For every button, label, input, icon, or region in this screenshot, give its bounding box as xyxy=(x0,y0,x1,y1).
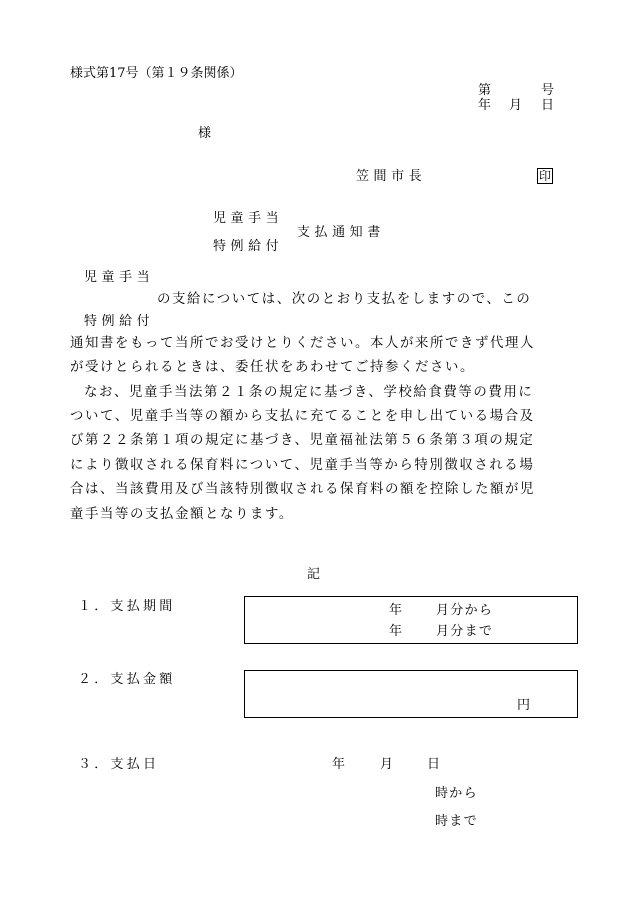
issuer-name: 笠間市長 xyxy=(356,169,427,184)
intro-line-3: が受けとられるときは、委任状をあわせてご持参ください。 xyxy=(70,360,475,375)
title-option-child-allowance: 児童手当 xyxy=(213,211,284,226)
payday-time-from: 時から xyxy=(435,786,478,801)
payday-label: ３．支払日 xyxy=(78,757,160,772)
number-prefix: 第 xyxy=(478,83,492,98)
period-label: １．支払期間 xyxy=(78,599,176,614)
payday-day: 日 xyxy=(427,757,441,772)
document-title: 支払通知書 xyxy=(297,225,385,240)
form-id: 様式第17号（第１９条関係） xyxy=(70,66,243,81)
note-line-4: により徴収される保育料について、児童手当等から特別徴収される場 xyxy=(70,458,535,473)
note-line-6: 童手当等の支払金額となります。 xyxy=(70,507,294,522)
note-line-3: び第２２条第１項の規定に基づき、児童福祉法第５６条第３項の規定 xyxy=(70,433,535,448)
intro-option-child-allowance: 児童手当 xyxy=(84,270,155,285)
intro-option-special-benefit: 特例給付 xyxy=(84,314,155,329)
date-month: 月 xyxy=(509,98,523,113)
note-line-1: なお、児童手当法第２１条の規定に基づき、学校給食費等の費用に xyxy=(84,385,534,400)
payday-time-to: 時まで xyxy=(435,814,478,829)
payday-month: 月 xyxy=(380,757,394,772)
period-month-to: 月分まで xyxy=(436,624,494,639)
period-year-from: 年 xyxy=(389,603,403,618)
intro-line-2: 通知書をもって当所でお受けとりください。本人が来所できず代理人 xyxy=(70,336,535,351)
intro-line-1: の支給については、次のとおり支払をしますので、この xyxy=(157,292,532,307)
amount-yen: 円 xyxy=(517,698,531,713)
date-day: 日 xyxy=(541,98,555,113)
amount-label: ２．支払金額 xyxy=(78,672,176,687)
period-month-from: 月分から xyxy=(436,603,494,618)
payday-year: 年 xyxy=(332,757,346,772)
ki-heading: 記 xyxy=(307,567,321,582)
title-option-special-benefit: 特例給付 xyxy=(213,239,284,254)
seal-stamp-box: 印 xyxy=(539,169,552,183)
addressee-suffix: 様 xyxy=(198,126,212,141)
period-year-to: 年 xyxy=(389,624,403,639)
number-suffix: 号 xyxy=(541,83,555,98)
date-year: 年 xyxy=(478,98,492,113)
note-line-2: ついて、児童手当等の額から支払に充てることを申し出ている場合及 xyxy=(70,409,535,424)
note-line-5: 合は、当該費用及び当該特別徴収される保育料の額を控除した額が児 xyxy=(70,482,535,497)
period-box xyxy=(244,596,578,644)
amount-box xyxy=(244,670,578,718)
